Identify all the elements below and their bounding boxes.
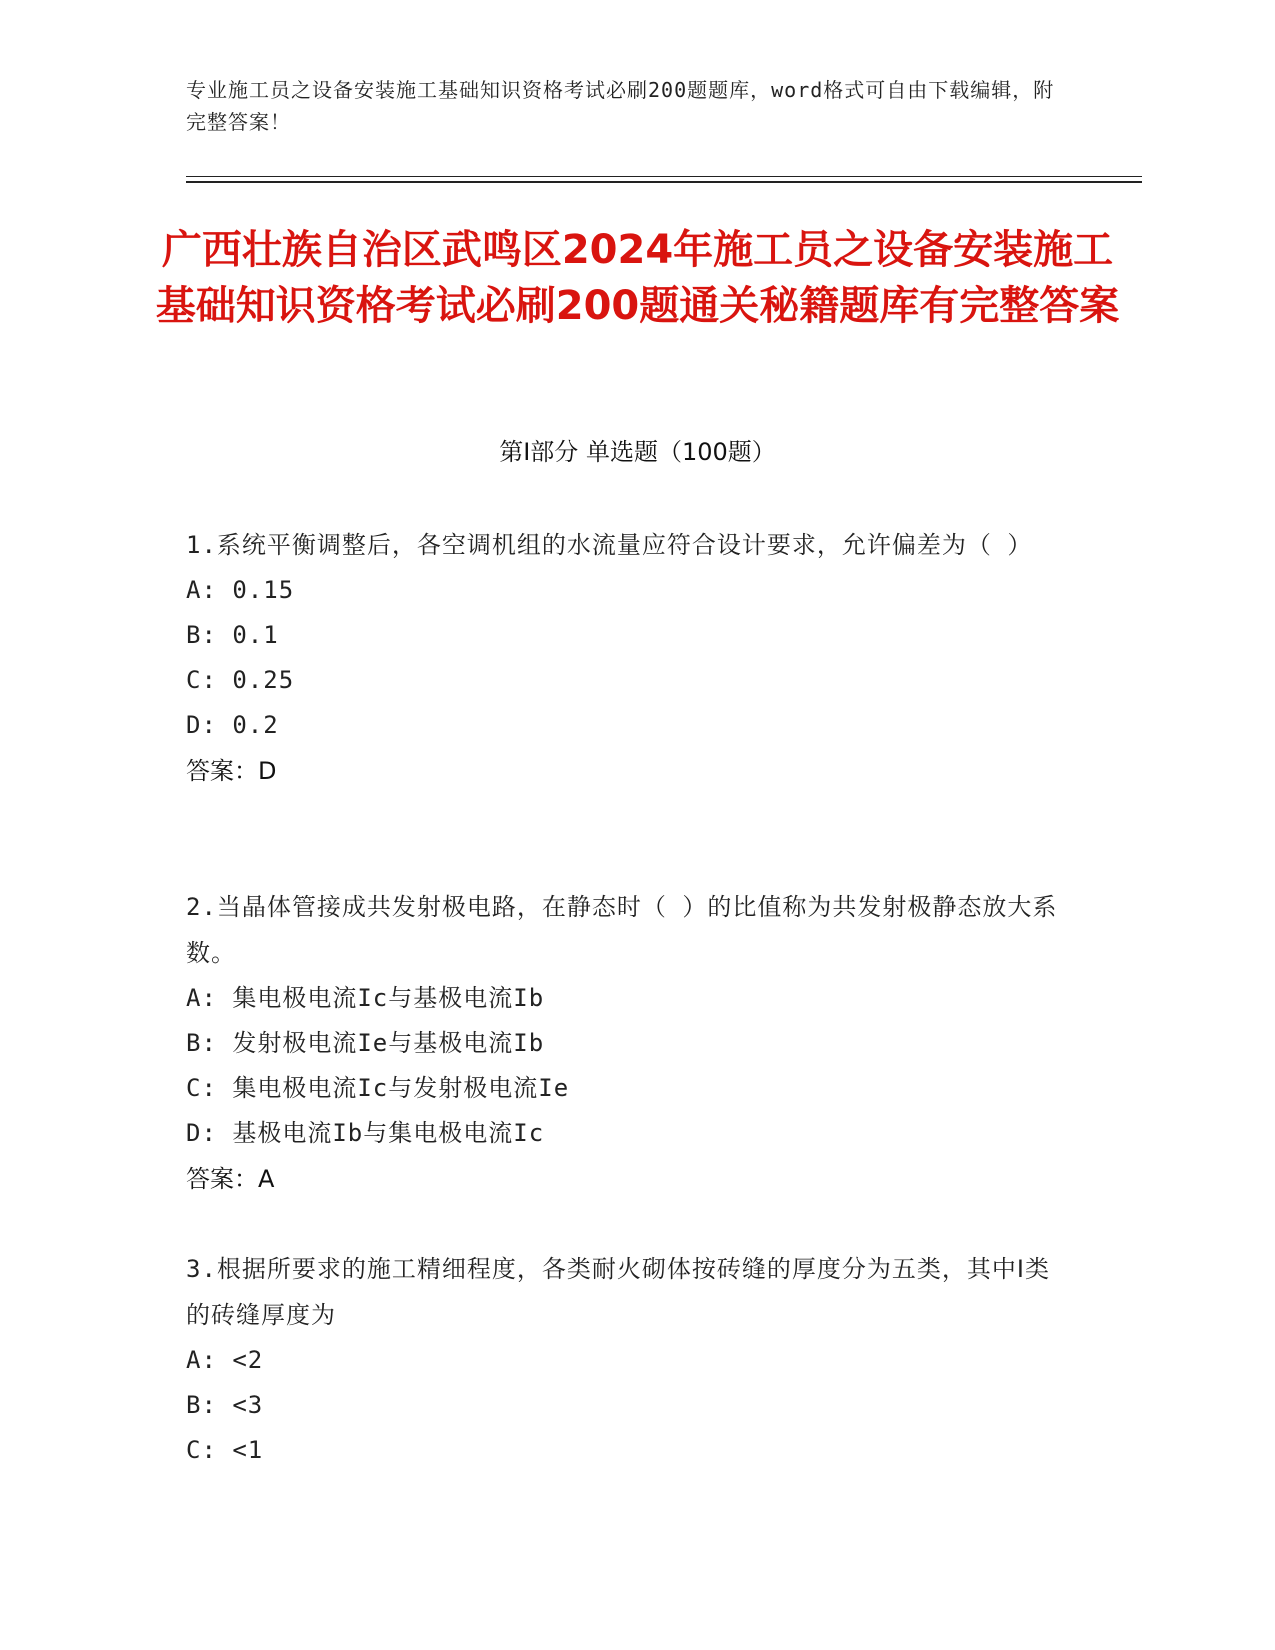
question-block <box>186 1246 1066 1473</box>
header-note: 专业施工员之设备安装施工基础知识资格考试必刷200题题库，word格式可自由下载编辑，附完整答案！ <box>186 78 1055 134</box>
answer-line: 答案：D <box>186 757 277 785</box>
option-d: D: 基极电流Ib与集电极电流Ic <box>186 1119 545 1147</box>
option-d: D: 0.2 <box>186 711 279 739</box>
question-stem: 3.根据所要求的施工精细程度，各类耐火砌体按砖缝的厚度分为五类，其中Ⅰ类的砖缝厚度为 <box>186 1255 1050 1329</box>
header-divider-thick <box>186 181 1142 183</box>
answer-line: 答案：A <box>186 1165 275 1193</box>
option-a: A: 0.15 <box>186 576 295 604</box>
option-b: B: 发射极电流Ie与基极电流Ib <box>186 1029 545 1057</box>
question-block <box>186 522 1066 794</box>
option-a: A: <2 <box>186 1346 264 1374</box>
option-c: C: 0.25 <box>186 666 295 694</box>
question-stem: 2.当晶体管接成共发射极电路，在静态时（ ）的比值称为共发射极静态放大系数。 <box>186 893 1058 967</box>
option-b: B: <3 <box>186 1391 264 1419</box>
header-divider-thin <box>186 176 1142 177</box>
option-a: A: 集电极电流Ic与基极电流Ib <box>186 984 545 1012</box>
option-b: B: 0.1 <box>186 621 279 649</box>
question-block <box>186 884 1066 1202</box>
option-c: C: <1 <box>186 1436 264 1464</box>
section-heading: 第Ⅰ部分 单选题（100题） <box>499 438 776 466</box>
document-title: 广西壮族自治区武鸣区2024年施工员之设备安装施工基础知识资格考试必刷200题通关秘籍题库有完整答案 <box>155 227 1120 329</box>
option-c: C: 集电极电流Ic与发射极电流Ie <box>186 1074 570 1102</box>
question-stem: 1.系统平衡调整后，各空调机组的水流量应符合设计要求，允许偏差为（ ） <box>186 531 1033 559</box>
